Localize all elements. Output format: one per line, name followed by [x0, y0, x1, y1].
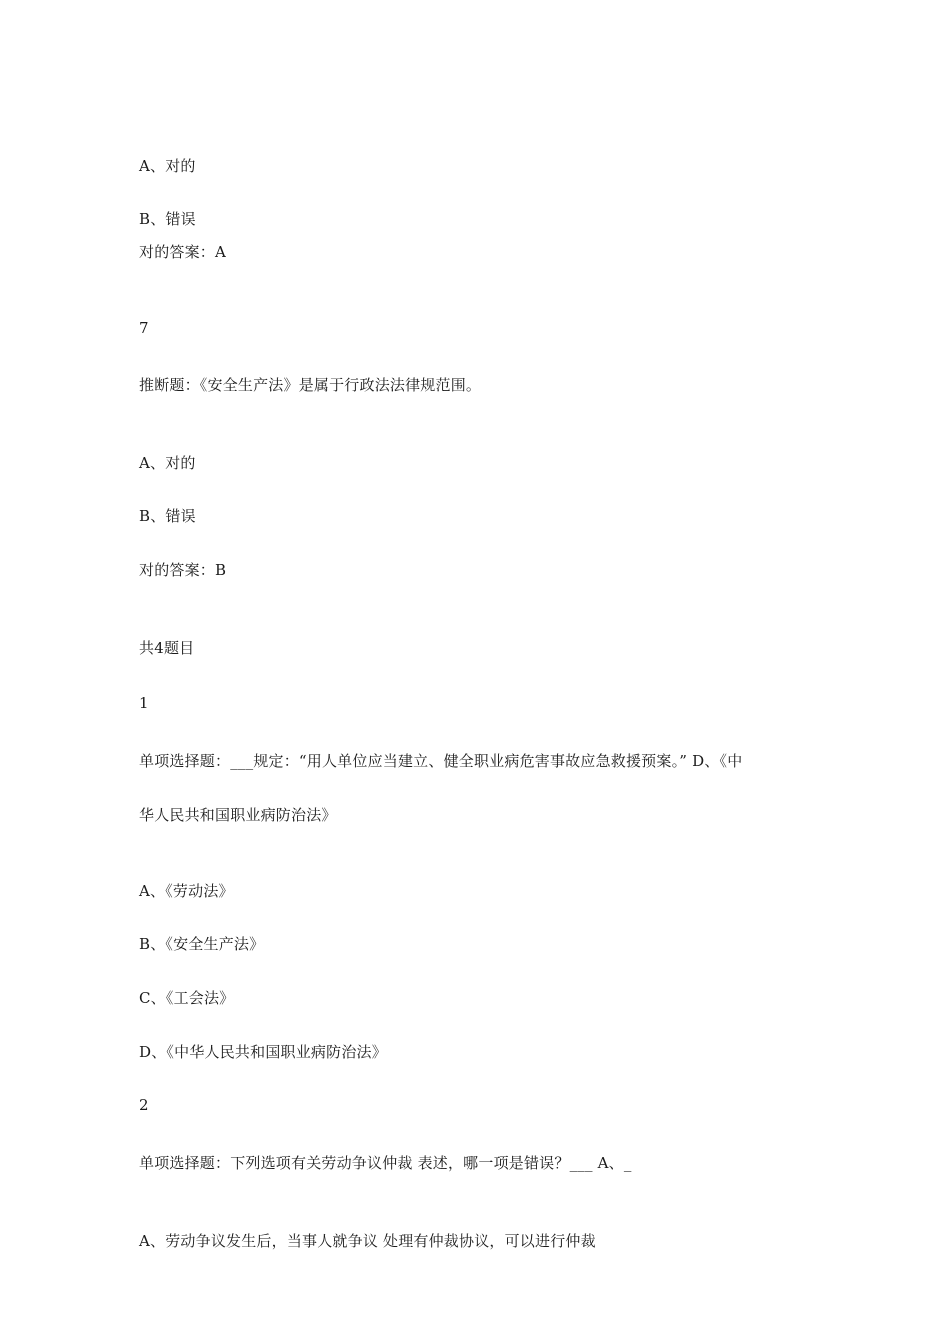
q7-answer: 对的答案：B [139, 561, 227, 579]
section-heading: 共4题目 [139, 639, 195, 657]
q6-option-b: B、错误 [139, 210, 196, 228]
q6-option-a: A、对的 [139, 157, 196, 175]
q6-answer: 对的答案：A [139, 243, 227, 261]
q7-number: 7 [139, 319, 149, 337]
mc1-option-d: D、《中华人民共和国职业病防治法》 [139, 1043, 387, 1061]
q7-stem: 推断题：《安全生产法》是属于行政法法律规范围。 [139, 376, 482, 394]
mc2-number: 2 [139, 1096, 149, 1114]
q7-option-a: A、对的 [139, 454, 196, 472]
mc1-option-a: A、《劳动法》 [139, 882, 234, 900]
mc2-option-a: A、劳动争议发生后，当事人就争议 处理有仲裁协议，可以进行仲裁 [139, 1232, 596, 1250]
mc1-option-b: B、《安全生产法》 [139, 935, 265, 953]
mc1-option-c: C、《工会法》 [139, 989, 235, 1007]
mc1-number: 1 [139, 694, 149, 712]
mc1-stem-line2: 华人民共和国职业病防治法》 [139, 806, 337, 824]
mc1-stem-line1: 单项选择题：___规定：“用人单位应当建立、健全职业病危害事故应急救援预案。” D、《中 [139, 752, 743, 770]
q7-option-b: B、错误 [139, 507, 196, 525]
mc2-stem: 单项选择题：下列选项有关劳动争议仲裁 表述，哪一项是错误？___ A、_ [139, 1154, 632, 1172]
